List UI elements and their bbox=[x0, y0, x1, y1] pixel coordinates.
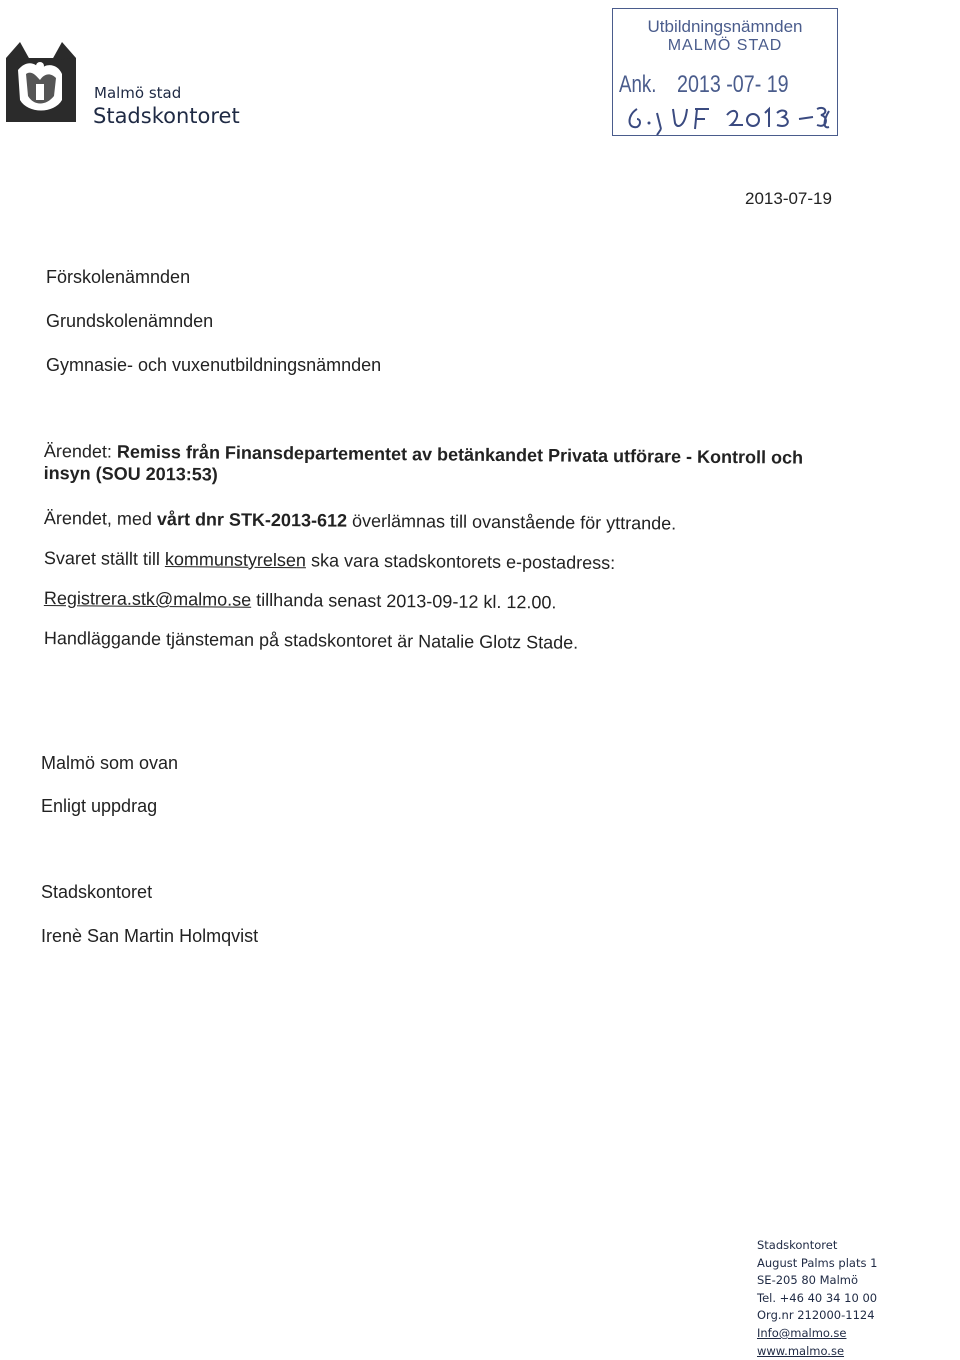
org-name-large: Stadskontoret bbox=[93, 104, 240, 128]
recipient-compulsory: Grundskolenämnden bbox=[46, 311, 214, 331]
stamp-committee: Utbildningsnämnden bbox=[647, 17, 803, 36]
footer-postal: SE-205 80 Malmö bbox=[757, 1273, 859, 1288]
footer-name: Stadskontoret bbox=[757, 1238, 838, 1252]
signer-name: Irenè San Martin Holmqvist bbox=[41, 926, 259, 946]
footer-email-link[interactable]: Info@malmo.se bbox=[757, 1325, 847, 1340]
received-stamp bbox=[612, 8, 838, 136]
p2-suffix: ska vara stadskontorets e-postadress: bbox=[305, 550, 616, 573]
p1-suffix: överlämnas till ovanstående för yttrande. bbox=[346, 510, 677, 534]
footer-phone: Tel. +46 40 34 10 00 bbox=[757, 1290, 878, 1305]
p3-suffix: tillhanda senast 2013-09-12 kl. 12.00. bbox=[251, 589, 557, 613]
letter-date: 2013-07-19 bbox=[745, 189, 832, 208]
closing-office: Stadskontoret bbox=[41, 882, 153, 902]
recipient-preschool: Förskolenämnden bbox=[46, 267, 191, 287]
recipient-upper-secondary: Gymnasie- och vuxenutbildningsnämnden bbox=[46, 355, 382, 375]
subject-line bbox=[44, 440, 844, 491]
org-name-small: Malmö stad bbox=[94, 84, 182, 102]
paragraph-case bbox=[44, 508, 677, 535]
closing-line-2: Enligt uppdrag bbox=[41, 796, 158, 816]
paragraph-handler: Handläggande tjänsteman på stadskontoret är Natalie Glotz Stade. bbox=[43, 628, 579, 653]
p1-reference: vårt dnr STK-2013-612 bbox=[156, 508, 348, 531]
handwritten-reference bbox=[623, 101, 833, 135]
paragraph-reply bbox=[44, 548, 615, 574]
footer-contact bbox=[757, 1237, 877, 1360]
subject-title: Remiss från Finansdepartementet av betänkandet Privata utförare - Kontroll och insyn (SOU 2013:53) bbox=[43, 441, 804, 485]
footer-orgnr: Org.nr 212000-1124 bbox=[757, 1308, 875, 1323]
p2-link: kommunstyrelsen bbox=[164, 549, 307, 571]
stamp-city: MALMÖ STAD bbox=[667, 37, 783, 54]
registration-email-link[interactable]: Registrera.stk@malmo.se bbox=[43, 588, 252, 610]
subject-prefix: Ärendet: bbox=[43, 440, 118, 462]
footer-web-link[interactable]: www.malmo.se bbox=[757, 1343, 845, 1358]
p1-prefix: Ärendet, med bbox=[43, 508, 158, 529]
p2-prefix: Svaret ställt till bbox=[43, 548, 166, 570]
malmo-griffin-logo-icon bbox=[6, 40, 76, 122]
paragraph-deadline bbox=[44, 588, 557, 613]
footer-address: August Palms plats 1 bbox=[757, 1255, 878, 1270]
stamp-ank-label: Ank. bbox=[619, 71, 657, 98]
closing-line-1: Malmö som ovan bbox=[41, 753, 179, 773]
stamp-received-date: 2013 -07- 19 bbox=[677, 71, 789, 98]
